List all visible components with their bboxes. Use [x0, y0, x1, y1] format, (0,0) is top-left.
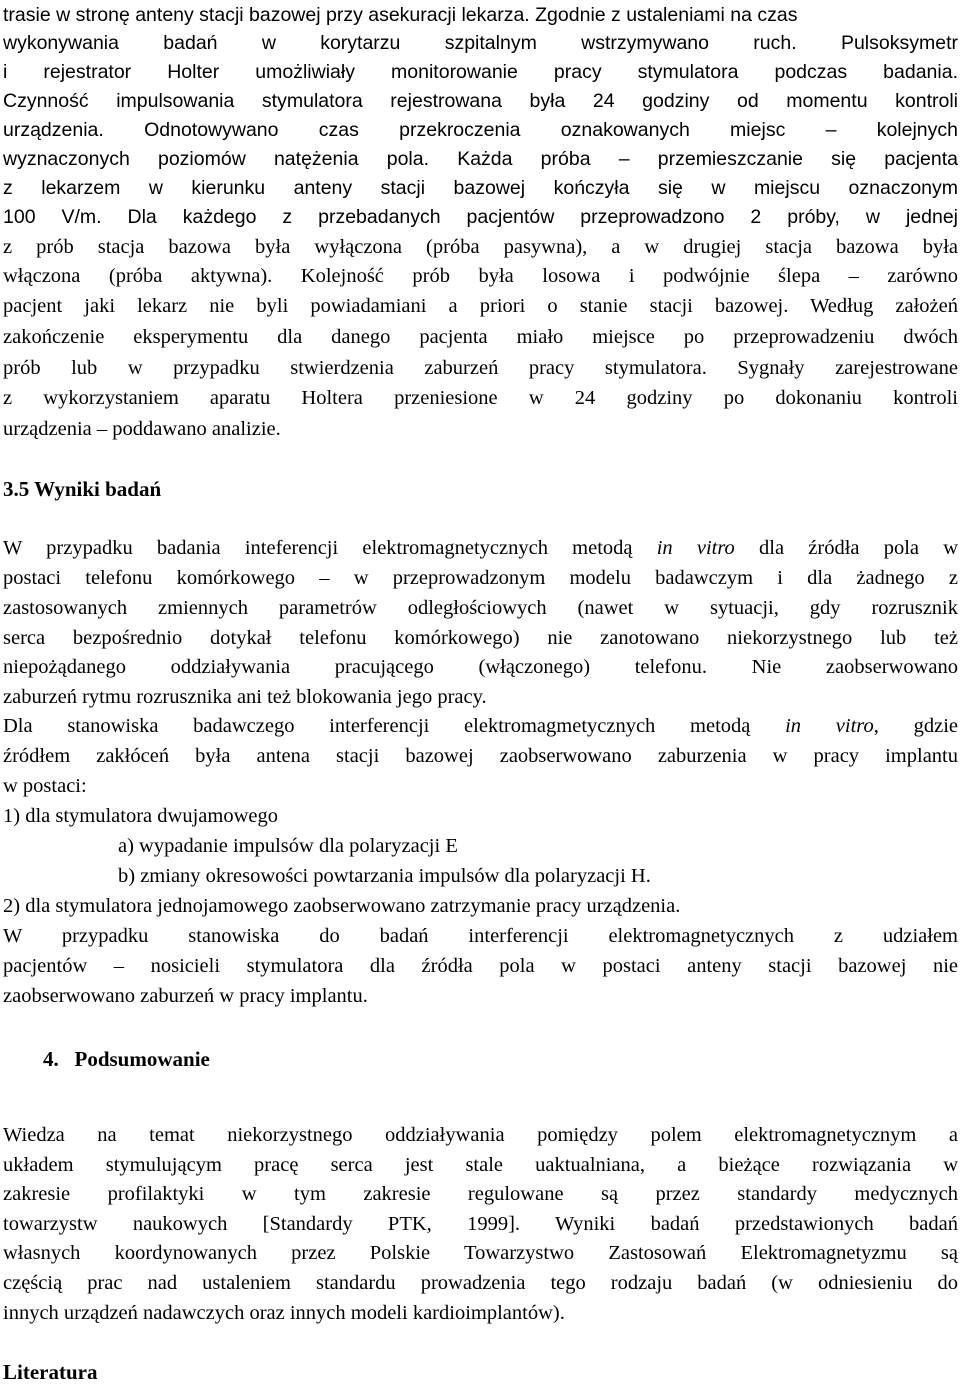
text-line: z prób stacja bazowa była wyłączona (próba pasywna), a w drugiej stacja bazowa była — [3, 236, 958, 258]
text-line: częścią prac nad ustaleniem standardu prowadzenia tego rodzaju badań (w odniesieniu do — [3, 1272, 958, 1294]
text-line: 100 V/m. Dla każdego z przebadanych pacjentów przeprowadzono 2 próby, w jednej — [3, 206, 958, 228]
text-line — [3, 533, 958, 563]
text-line — [3, 711, 958, 741]
text-line: towarzystw naukowych [Standardy PTK, 1999]. Wyniki badań przedstawionych badań — [3, 1213, 958, 1235]
text-line: W przypadku stanowiska do badań interferencji elektromagnetycznych z udziałem — [3, 925, 958, 947]
italic-term: in vitro — [785, 715, 874, 737]
text-line: pacjent jaki lekarz nie byli powiadamiani a priori o stanie stacji bazowej. Według założeń — [3, 295, 958, 317]
text-run: Dla stanowiska badawczego interferencji elektromagmetycznych metodą — [3, 715, 786, 737]
text-line: urządzenia. Odnotowywano czas przekroczenia oznakowanych miejsc – kolejnych — [3, 119, 958, 141]
text-line: włączona (próba aktywna). Kolejność prób była losowa i podwójnie ślepa – zarówno — [3, 265, 958, 287]
text-run: W przypadku badania inteferencji elektromagnetycznych metodą — [3, 537, 657, 559]
text-run: dla źródła pola w — [734, 537, 958, 559]
text-line: urządzenia – poddawano analizie. — [3, 418, 281, 440]
text-line: zakończenie eksperymentu dla danego pacjenta miało miejsce po przeprowadzeniu dwóch — [3, 326, 958, 348]
text-line: niepożądanego oddziaływania pracującego (włączonego) telefonu. Nie zaobserwowano — [3, 656, 958, 678]
list-item: 2) dla stymulatora jednojamowego zaobserwowano zatrzymanie pracy urządzenia. — [3, 895, 681, 917]
text-line: innych urządzeń nadawczych oraz innych modeli kardioimplantów). — [3, 1302, 565, 1324]
text-line: Wiedza na temat niekorzystnego oddziaływania pomiędzy polem elektromagnetycznym a — [3, 1124, 958, 1146]
text-line: zaburzeń rytmu rozrusznika ani też blokowania jego pracy. — [3, 686, 487, 708]
text-line: źródłem zakłóceń była antena stacji bazowej zaobserwowano zaburzenia w pracy implantu — [3, 745, 958, 767]
list-subitem: b) zmiany okresowości powtarzania impulsów dla polaryzacji H. — [118, 865, 651, 887]
text-line: zaobserwowano zaburzeń w pracy implantu. — [3, 985, 368, 1007]
text-line: wykonywania badań w korytarzu szpitalnym wstrzymywano ruch. Pulsoksymetr — [3, 32, 958, 54]
list-item: 1) dla stymulatora dwujamowego — [3, 805, 278, 827]
text-line: trasie w stronę anteny stacji bazowej przy asekuracji lekarza. Zgodnie z ustaleniami na czas — [3, 4, 798, 26]
text-line: układem stymulującym pracę serca jest stale uaktualniana, a bieżące rozwiązania w — [3, 1154, 958, 1176]
text-run: , gdzie — [873, 715, 958, 737]
text-line: zakresie profilaktyki w tym zakresie regulowane są przez standardy medycznych — [3, 1183, 958, 1205]
italic-term: in vitro — [656, 537, 735, 559]
text-line: prób lub w przypadku stwierdzenia zaburzeń pracy stymulatora. Sygnały zarejestrowane — [3, 357, 958, 379]
text-line: postaci telefonu komórkowego – w przeprowadzonym modelu badawczym i dla żadnego z — [3, 567, 958, 589]
text-line: z wykorzystaniem aparatu Holtera przeniesione w 24 godziny po dokonaniu kontroli — [3, 387, 958, 409]
section-heading-literature: Literatura — [3, 1360, 98, 1384]
text-line: Czynność impulsowania stymulatora rejestrowana była 24 godziny od momentu kontroli — [3, 90, 958, 112]
text-line: pacjentów – nosicieli stymulatora dla źródła pola w postaci anteny stacji bazowej nie — [3, 955, 958, 977]
text-line: serca bezpośrednio dotykał telefonu komórkowego) nie zanotowano niekorzystnego lub też — [3, 627, 958, 649]
section-heading-results: 3.5 Wyniki badań — [3, 477, 162, 501]
list-subitem: a) wypadanie impulsów dla polaryzacji E — [118, 835, 458, 857]
text-line: z lekarzem w kierunku anteny stacji bazowej kończyła się w miejscu oznaczonym — [3, 177, 958, 199]
section-heading-summary: 4. Podsumowanie — [43, 1047, 210, 1071]
text-line: własnych koordynowanych przez Polskie Towarzystwo Zastosowań Elektromagnetyzmu są — [3, 1242, 958, 1264]
text-line: wyznaczonych poziomów natężenia pola. Każda próba – przemieszczanie się pacjenta — [3, 148, 958, 170]
text-line: zastosowanych zmiennych parametrów odległościowych (nawet w sytuacji, gdy rozrusznik — [3, 597, 958, 619]
text-line: w postaci: — [3, 775, 87, 797]
text-line: i rejestrator Holter umożliwiały monitorowanie pracy stymulatora podczas badania. — [3, 61, 958, 83]
